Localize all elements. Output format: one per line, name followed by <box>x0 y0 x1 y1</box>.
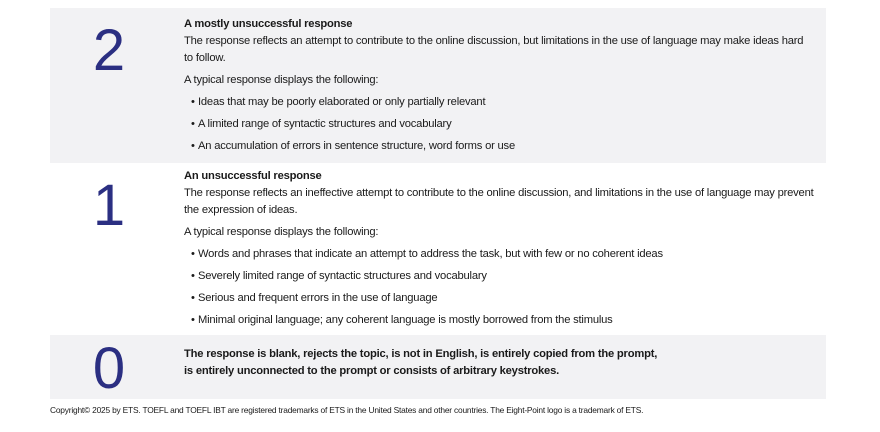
score-description: The response reflects an ineffective attempt to contribute to the online discussion, and limitations in the use of language may prevent the expression of ideas. <box>184 187 814 216</box>
score-row-2 <box>50 8 826 163</box>
score-row-1 <box>50 163 826 333</box>
bullet-list <box>184 246 814 329</box>
bullet-list <box>184 94 814 155</box>
bullet-item: • A limited range of syntactic structures and vocabulary <box>184 116 814 133</box>
bullet-item: • An accumulation of errors in sentence structure, word forms or use <box>184 138 814 155</box>
score-number: 0 <box>92 336 126 401</box>
score-number: 2 <box>92 18 126 83</box>
bullet-item: • Minimal original language; any coherent language is mostly borrowed from the stimulus <box>184 312 814 329</box>
typical-label: A typical response displays the following: <box>184 74 379 86</box>
score-title: An unsuccessful response <box>184 170 322 182</box>
score-row-0 <box>50 335 826 399</box>
bullet-item: • Words and phrases that indicate an attempt to address the task, but with few or no coherent ideas <box>184 246 814 263</box>
score-zero-line: The response is blank, rejects the topic, is not in English, is entirely copied from the prompt, <box>184 348 658 360</box>
score-title: A mostly unsuccessful response <box>184 18 353 30</box>
score-content <box>184 16 814 160</box>
score-content <box>184 346 814 380</box>
bullet-item: • Serious and frequent errors in the use of language <box>184 290 814 307</box>
bullet-item: • Severely limited range of syntactic structures and vocabulary <box>184 268 814 285</box>
typical-label: A typical response displays the following: <box>184 226 379 238</box>
score-number: 1 <box>92 173 126 238</box>
bullet-item: • Ideas that may be poorly elaborated or only partially relevant <box>184 94 814 111</box>
copyright-footer: Copyright© 2025 by ETS. TOEFL and TOEFL IBT are registered trademarks of ETS in the United States and other countries. The Eight-Point logo is a trademark of ETS. <box>50 405 644 415</box>
score-zero-line: is entirely unconnected to the prompt or consists of arbitrary keystrokes. <box>184 365 559 377</box>
score-description: The response reflects an attempt to contribute to the online discussion, but limitations in the use of language may make ideas hard to follow. <box>184 35 804 64</box>
score-content <box>184 168 814 334</box>
